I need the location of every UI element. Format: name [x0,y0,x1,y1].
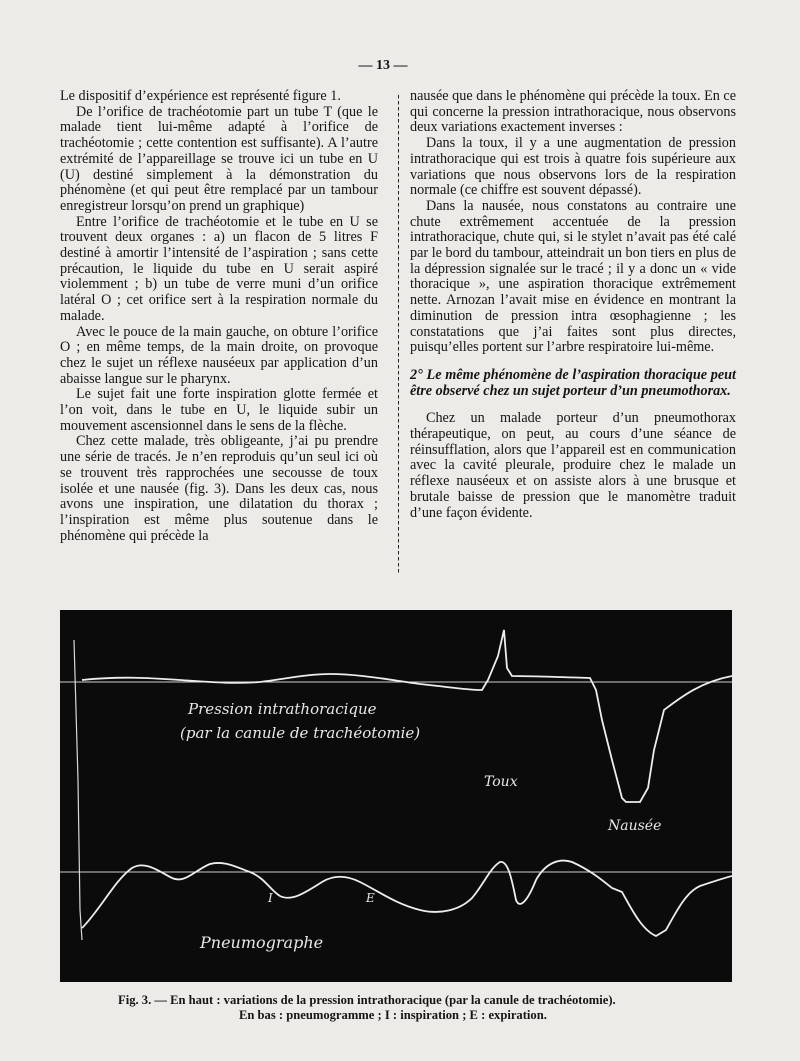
pressure-sublabel: (par la canule de trachéotomie) [180,724,421,742]
paragraph: Dans la nausée, nous constatons au contraire une chute extrêmement accentuée de la pression intrathoracique, chute qui, si le stylet n’avait pas été calé par le bord du tambour, atteindrait un bon tiers en plus de la dépression signalée sur le tracé ; il y a donc un « vide thoracique », une aspiration thoracique extrêmement nette. Arnozan l’avait mise en évidence en montrant la diminution de pression intra œsophagienne ; les constatations que j’ai faites sont plus directes, puisqu’elles portent sur l’arbre respiratoire lui-même. [410,197,736,356]
section-heading: 2° Le même phénomène de l’aspiration thoracique peut être observé chez un sujet porteur d’un pneumothorax. [410,366,736,399]
left-column [60,89,378,544]
pressure-trace [82,630,732,802]
nausee-label: Nausée [608,818,662,834]
pressure-label: Pression intrathoracique [188,700,377,718]
expiration-marker: E [366,891,375,905]
right-column [410,89,736,521]
pen-start-mark [74,640,82,940]
pneumographe-label: Pneumographe [200,933,324,952]
page-number: — 13 — [358,58,408,73]
paragraph: Chez cette malade, très obligeante, j’ai pu prendre une série de tracés. Je n’en reproduis qu’un seul ici où se trouvent très rapprochées une secousse de toux isolée et une nausée (fig. 3). Dans les deux cas, nous avons une inspiration, une dilatation du thorax ; l’inspiration est même plus soutenue dans le phénomène qui précède la [60,433,378,544]
paragraph: De l’orifice de trachéotomie part un tube T (que le malade tient lui-même adapté à l’orifice de trachéotomie ; cette contention est suffisante). A l’autre extrémité de l’appareillage se trouve ici un tube en U (U) destiné simplement à la démonstration du phénomène (et qui peut être remplacé par un tambour enregistreur lorsqu’on prend un graphique) [60,103,378,214]
paragraph: Entre l’orifice de trachéotomie et le tube en U se trouvent deux organes : a) un flacon de 5 litres F destiné à amortir l’intensité de l’aspiration ; sans cette précaution, le liquide du tube en U serait aspiré violemment ; b) un tube de verre muni d’un orifice latéral O ; cet orifice sert à la respiration normale du malade. [60,213,378,324]
inspiration-marker: I [268,891,273,905]
tracing-svg [60,610,732,982]
caption-line-2: En bas : pneumogramme ; I : inspiration ; E : expiration. [239,1008,547,1022]
paragraph: nausée que dans le phénomène qui précède la toux. En ce qui concerne la pression intrathoracique, nous observons deux variations exactement inverses : [410,88,736,136]
paragraph: Le sujet fait une forte inspiration glotte fermée et l’on voit, dans le tube en U, le liquide subir un mouvement ascensionnel dans le sens de la flèche. [60,386,378,434]
paragraph: Le dispositif d’expérience est représenté figure 1. [60,88,341,104]
column-divider [398,95,399,575]
paragraph: Avec le pouce de la main gauche, on obture l’orifice O ; en même temps, de la main droite, on provoque chez le sujet un réflexe nauséeux par application d’un abaisse langue sur le pharynx. [60,323,378,387]
figure-caption [118,993,698,1023]
toux-label: Toux [484,774,518,790]
paragraph: Dans la toux, il y a une augmentation de pression intrathoracique qui est trois à quatre fois supérieure aux variations que nous observons lors de la respiration normale (ce chiffre est souvent dépassé). [410,135,736,199]
figure-tracing [60,610,732,982]
paragraph: Chez un malade porteur d’un pneumothorax thérapeutique, on peut, au cours d’une séance de réinsufflation, alors que l’appareil est en communication avec la cavité pleurale, produire chez le malade un réflexe nauséeux et on assiste alors à une brusque et brutale baisse de pression que le manomètre traduit d’une façon évidente. [410,410,736,521]
caption-line-1: Fig. 3. — En haut : variations de la pression intrathoracique (par la canule de trachéotomie). [118,993,616,1007]
